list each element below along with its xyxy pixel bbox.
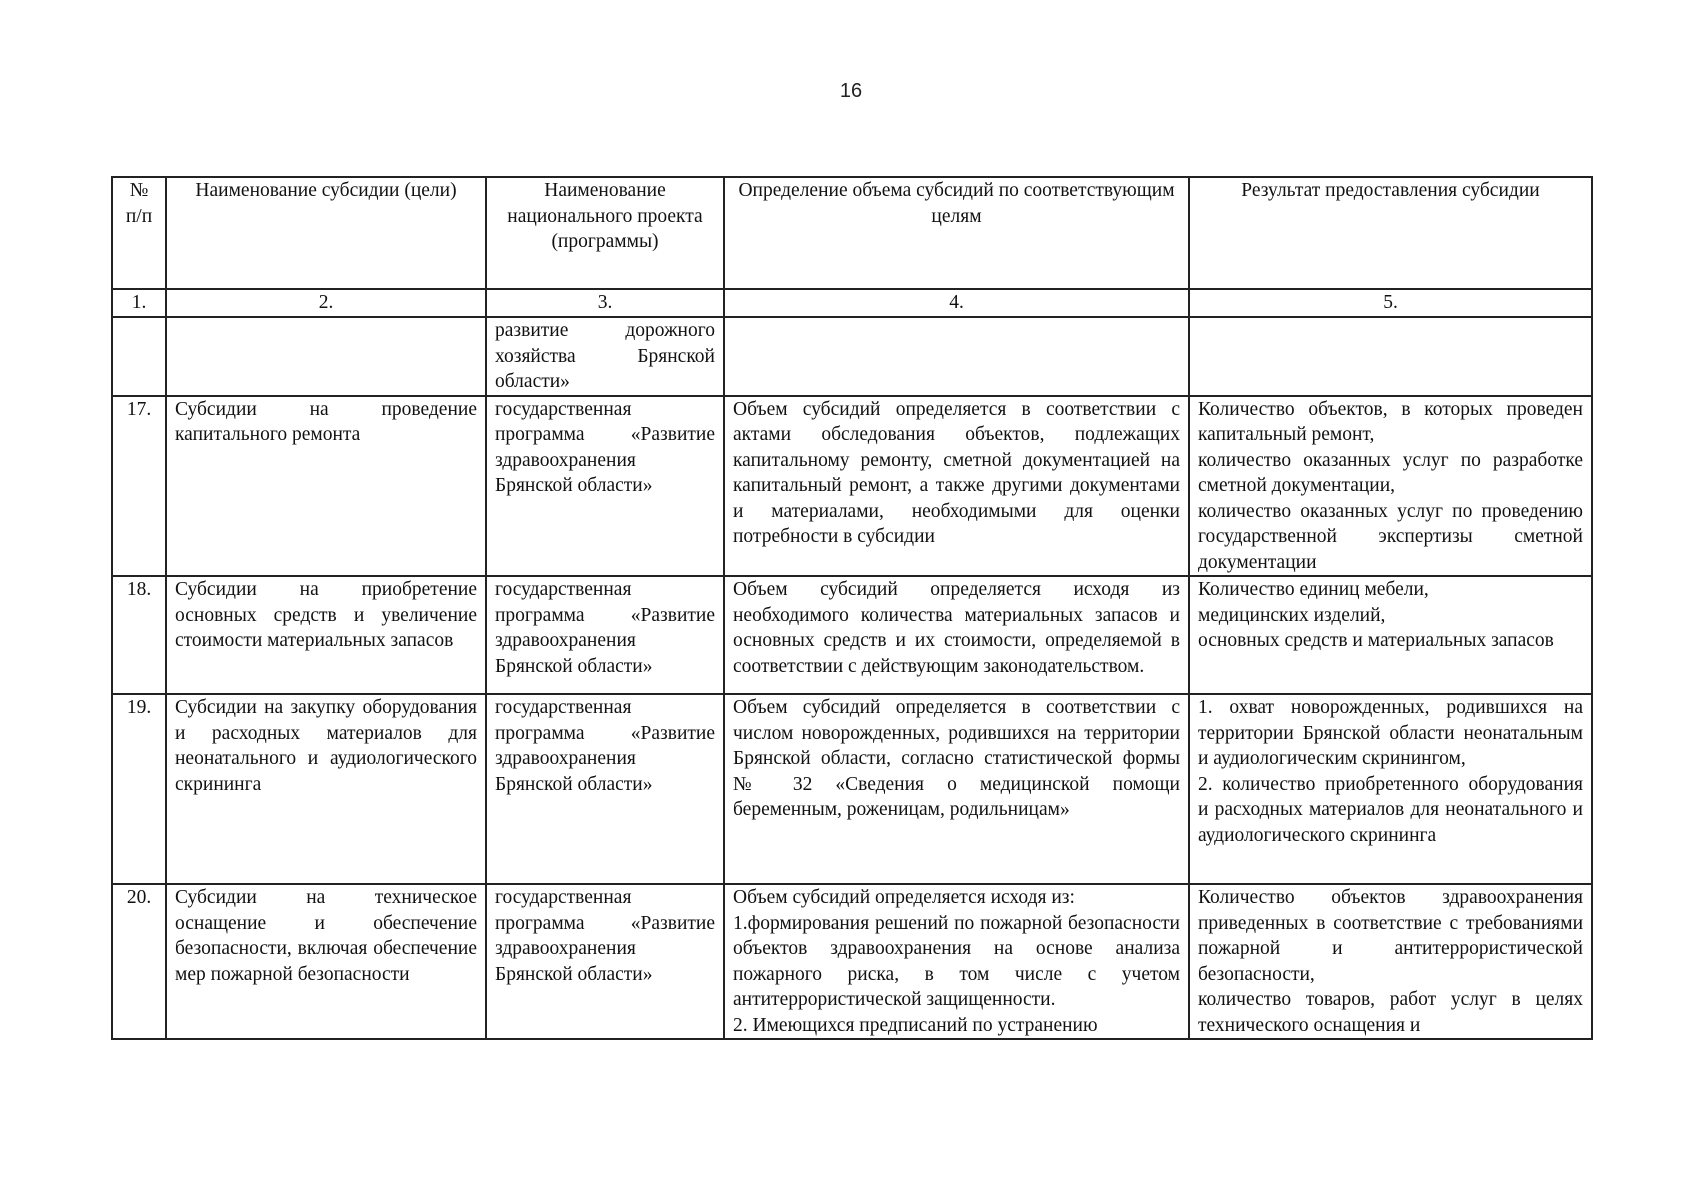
row-number: 17. <box>112 396 166 577</box>
row-number: 20. <box>112 884 166 1039</box>
subsidy-name-cell: Субсидии на закупку оборудования и расходных материалов для неонатального и аудиологического скрининга <box>166 694 486 884</box>
result-paragraph: количество товаров, работ услуг в целях технического оснащения и <box>1198 989 1583 1036</box>
header-result: Результат предоставления субсидии <box>1189 177 1592 289</box>
volume-paragraph: 2. Имеющихся предписаний по устранению <box>733 1014 1098 1036</box>
result-paragraph: Количество единиц мебели, <box>1198 579 1429 600</box>
result-paragraph: медицинских изделий, <box>1198 604 1386 626</box>
row-number <box>112 317 166 396</box>
result-cell <box>1189 317 1592 396</box>
result-paragraph: 2. количество приобретенного оборудования и расходных материалов для неонатального и аудиологического скрининга <box>1198 773 1583 846</box>
table-row <box>112 317 1592 396</box>
column-number: 1. <box>112 289 166 317</box>
result-cell <box>1189 576 1592 694</box>
row-number: 19. <box>112 694 166 884</box>
result-paragraph: количество оказанных услуг по разработке сметной документации, <box>1198 449 1583 496</box>
volume-definition-cell <box>724 884 1189 1039</box>
subsidy-name-cell: Субсидии на приобретение основных средств и увеличение стоимости материальных запасов <box>166 576 486 694</box>
result-cell <box>1189 884 1592 1039</box>
volume-definition-cell <box>724 396 1189 577</box>
volume-definition-cell <box>724 576 1189 694</box>
volume-definition-cell <box>724 694 1189 884</box>
table-header-row <box>112 177 1592 289</box>
program-name-cell: государственная программа «Развитие здравоохранения Брянской области» <box>486 576 724 694</box>
program-name-cell: развитие дорожного хозяйства Брянской области» <box>486 317 724 396</box>
page-number: 16 <box>839 80 863 102</box>
result-cell <box>1189 396 1592 577</box>
result-cell <box>1189 694 1592 884</box>
program-name-cell: государственная программа «Развитие здравоохранения Брянской области» <box>486 396 724 577</box>
column-number: 4. <box>724 289 1189 317</box>
table-row <box>112 396 1592 577</box>
result-paragraph: Количество объектов, в которых проведен капитальный ремонт, <box>1198 398 1583 445</box>
volume-paragraph: Объем субсидий определяется в соответствии с актами обследования объектов, подлежащих капитальному ремонту, сметной документацией на капитальный ремонт, а также другими документами и материалами, необходимыми для оценки потребности в субсидии <box>733 398 1180 547</box>
subsidy-table <box>111 176 1593 1040</box>
result-paragraph: Количество объектов здравоохранения приведенных в соответствие с требованиями пожарной и антитеррористической безопасности, <box>1198 887 1583 985</box>
row-number: 18. <box>112 576 166 694</box>
table-row <box>112 576 1592 694</box>
volume-paragraph: Объем субсидий определяется в соответствии с числом новорожденных, родившихся на территории Брянской области, согласно статистической формы № 32 «Сведения о медицинской помощи беременным, роженицам, родильницам» <box>733 697 1180 820</box>
volume-paragraph: Объем субсидий определяется исходя из: <box>733 887 1075 908</box>
result-paragraph: 1. охват новорожденных, родившихся на территории Брянской области неонатальным и аудиологическим скринингом, <box>1198 697 1583 769</box>
header-number: № п/п <box>112 177 166 289</box>
subsidy-name-cell: Субсидии на техническое оснащение и обеспечение безопасности, включая обеспечение мер пожарной безопасности <box>166 884 486 1039</box>
volume-paragraph: Объем субсидий определяется исходя из необходимого количества материальных запасов и основных средств и их стоимости, определяемой в соответствии с действующим законодательством. <box>733 579 1180 677</box>
table-row <box>112 884 1592 1039</box>
volume-definition-cell <box>724 317 1189 396</box>
column-number: 2. <box>166 289 486 317</box>
column-number: 5. <box>1189 289 1592 317</box>
column-number: 3. <box>486 289 724 317</box>
header-subsidy-name: Наименование субсидии (цели) <box>166 177 486 289</box>
result-paragraph: количество оказанных услуг по проведению государственной экспертизы сметной документации <box>1198 500 1583 573</box>
subsidy-name-cell <box>166 317 486 396</box>
header-volume-definition: Определение объема субсидий по соответствующим целям <box>724 177 1189 289</box>
program-name-cell: государственная программа «Развитие здравоохранения Брянской области» <box>486 694 724 884</box>
program-name-cell: государственная программа «Развитие здравоохранения Брянской области» <box>486 884 724 1039</box>
table-row <box>112 694 1592 884</box>
header-program-name: Наименование национального проекта (программы) <box>486 177 724 289</box>
result-paragraph: основных средств и материальных запасов <box>1198 630 1554 651</box>
subsidy-name-cell: Субсидии на проведение капитального ремонта <box>166 396 486 577</box>
column-numbers-row <box>112 289 1592 317</box>
volume-paragraph: 1.формирования решений по пожарной безопасности объектов здравоохранения на основе анализа пожарного риска, в том числе с учетом антитеррористической защищенности. <box>733 912 1180 1010</box>
